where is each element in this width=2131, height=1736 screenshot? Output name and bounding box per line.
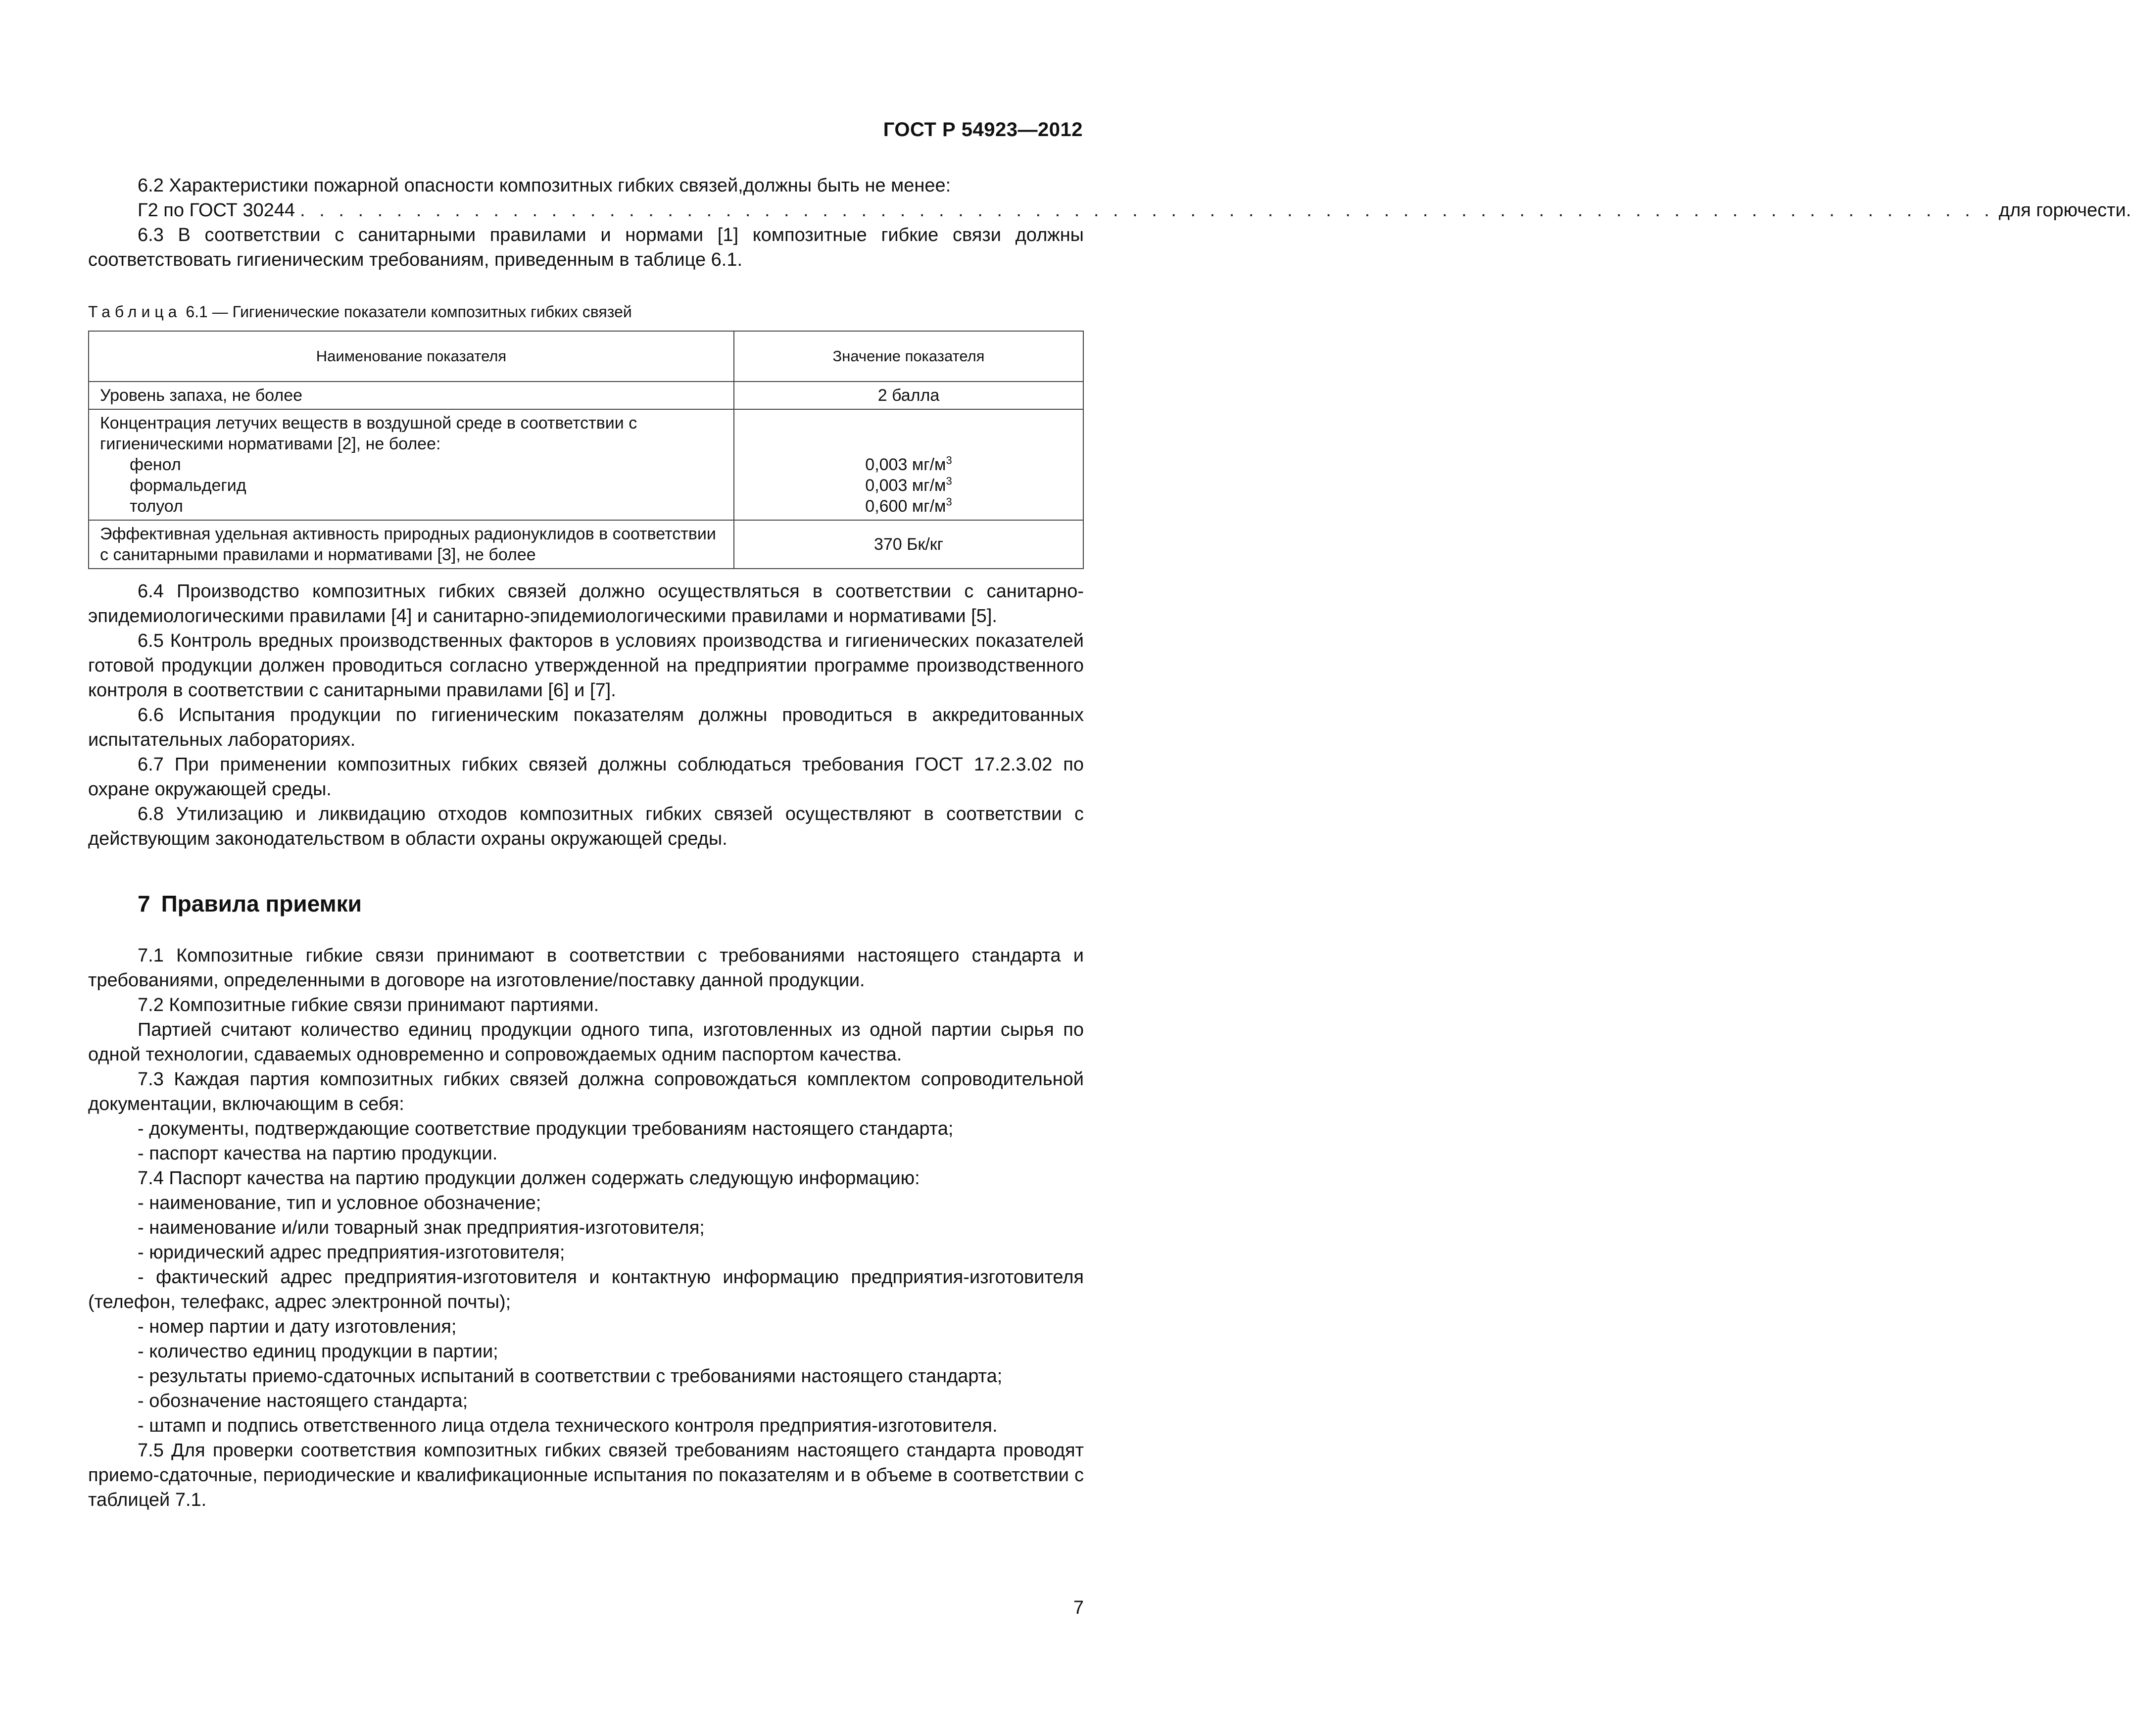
table-cell-value: 370 Бк/кг (734, 520, 1083, 569)
table-cell-value (734, 409, 1083, 520)
list-item: - обозначение настоящего стандарта; (138, 1391, 468, 1411)
table-caption (88, 302, 1084, 322)
list-item: - номер партии и дату изготовления; (138, 1316, 457, 1337)
paragraph-6-6: 6.6 Испытания продукции по гигиеническим показателям должны проводиться в аккредитованных испытательных лабораториях. (88, 705, 1084, 750)
paragraph-7-1: 7.1 Композитные гибкие связи принимают в соответствии с требованиями настоящего стандарта и требованиями, определенными в договоре на изготовление/поставку данной продукции. (88, 945, 1084, 991)
paragraph-6-7: 6.7 При применении композитных гибких связей должны соблюдаться требования ГОСТ 17.2.3.02 по охране окружающей среды. (88, 754, 1084, 800)
table-header-value: Значение показателя (734, 331, 1083, 382)
table-row (89, 382, 1083, 409)
list-item: - наименование и/или товарный знак предприятия-изготовителя; (138, 1217, 705, 1238)
list-item: - штамп и подпись ответственного лица отдела технического контроля предприятия-изготовителя. (138, 1415, 998, 1436)
table-row (89, 520, 1083, 569)
table-cell-name: Эффективная удельная активность природных радионуклидов в соответствии с санитарными правилами и нормативами [3], не более (89, 520, 734, 569)
table-caption-text: 6.1 — Гигиенические показатели композитных гибких связей (181, 303, 632, 321)
list-item: - количество единиц продукции в партии; (138, 1341, 498, 1362)
paragraph-7-4: 7.4 Паспорт качества на партию продукции должен содержать следующую информацию: (138, 1168, 920, 1189)
paragraph-6-4: 6.4 Производство композитных гибких связей должно осуществляться в соответствии с санитарно-эпидемиологическими правилами [4] и санитарно-эпидемиологическими правилами и нормативами [5]. (88, 581, 1084, 627)
list-item: - юридический адрес предприятия-изготовителя; (138, 1242, 565, 1263)
value-phenol: 0,003 $мг/м^3$ (865, 454, 952, 474)
list-item: - результаты приемо-сдаточных испытаний в соответствии с требованиями настоящего стандарта; (138, 1366, 1003, 1387)
fire-class-right: для горючести. (1998, 200, 2131, 221)
paragraph-6-8: 6.8 Утилизацию и ликвидацию отходов композитных гибких связей осуществляют в соответствии с действующим законодательством в области охраны окружающей среды. (88, 804, 1084, 849)
table-cell-name: Уровень запаха, не более (89, 382, 734, 409)
table-row (89, 409, 1083, 520)
table-caption-word: Таблица (88, 303, 182, 321)
page-number: 7 (1073, 1597, 1084, 1618)
table-header-name: Наименование показателя (89, 331, 734, 382)
paragraph-6-5: 6.5 Контроль вредных производственных факторов в условиях производства и гигиенических показателей готовой продукции должен проводиться согласно утвержденной на предприятии программе производственного контроля в соответствии с санитарными правилами [6] и [7]. (88, 630, 1084, 701)
paragraph-6-2: 6.2 Характеристики пожарной опасности композитных гибких связей,должны быть не менее: (138, 175, 951, 196)
paragraph-7-3: 7.3 Каждая партия композитных гибких связей должна сопровождаться комплектом сопроводительной документации, включающим в себя: (88, 1069, 1084, 1114)
volatile-substances-label: Концентрация летучих веществ в воздушной среде в соответствии с гигиеническими нормативами [2], не более: (100, 414, 637, 453)
section-7-title (138, 890, 1084, 917)
paragraph-7-2: 7.2 Композитные гибкие связи принимают партиями. (138, 995, 599, 1015)
fire-class-line (138, 198, 2131, 223)
paragraph-7-2-lot: Партией считают количество единиц продукции одного типа, изготовленных из одной партии сырья по одной технологии, сдаваемых одновременно и сопровождаемых одним паспортом качества. (88, 1019, 1084, 1065)
table-cell-value: 2 балла (734, 382, 1083, 409)
dot-leader: . . . . . . . . . . . . . . . . . . . . . . . . . . . . . . . . . . . . . . . . . . . . . . . . . . . . . . . . . . . . . . . . . . . . . . . . . . . . . . . . . . . . . . . . (300, 200, 1994, 221)
paragraph-7-5: 7.5 Для проверки соответствия композитных гибких связей требованиям настоящего стандарта проводят приемо-сдаточные, периодические и квалификационные испытания по показателям и в объеме в соответствии с таблицей 7.1. (88, 1440, 1084, 1510)
substance-formaldehyde: формальдегид (130, 476, 246, 495)
page-content (88, 173, 2131, 1512)
fire-class-left: Г2 по ГОСТ 30244 (138, 200, 295, 221)
table-header-row (89, 331, 1083, 382)
document-id-header: ГОСТ Р 54923—2012 (883, 119, 1083, 141)
list-item: - документы, подтверждающие соответствие продукции требованиям настоящего стандарта; (138, 1118, 954, 1139)
list-item: - фактический адрес предприятия-изготовителя и контактную информацию предприятия-изготовителя (телефон, телефакс, адрес электронной почты); (88, 1267, 1084, 1312)
substance-toluene: толуол (130, 497, 183, 516)
hygiene-table (88, 331, 1084, 569)
section-7-heading: Правила приемки (161, 891, 362, 916)
list-item: - паспорт качества на партию продукции. (138, 1143, 498, 1164)
section-7-number: 7 (138, 891, 150, 916)
value-formaldehyde: 0,003 $мг/м^3$ (865, 475, 952, 495)
value-toluene: 0,600 $мг/м^3$ (865, 495, 952, 516)
list-item: - наименование, тип и условное обозначение; (138, 1193, 541, 1213)
substance-phenol: фенол (130, 455, 181, 474)
paragraph-6-3: 6.3 В соответствии с санитарными правилами и нормами [1] композитные гибкие связи должны соответствовать гигиеническим требованиям, приведенным в таблице 6.1. (88, 225, 1084, 270)
table-cell-name (89, 409, 734, 520)
